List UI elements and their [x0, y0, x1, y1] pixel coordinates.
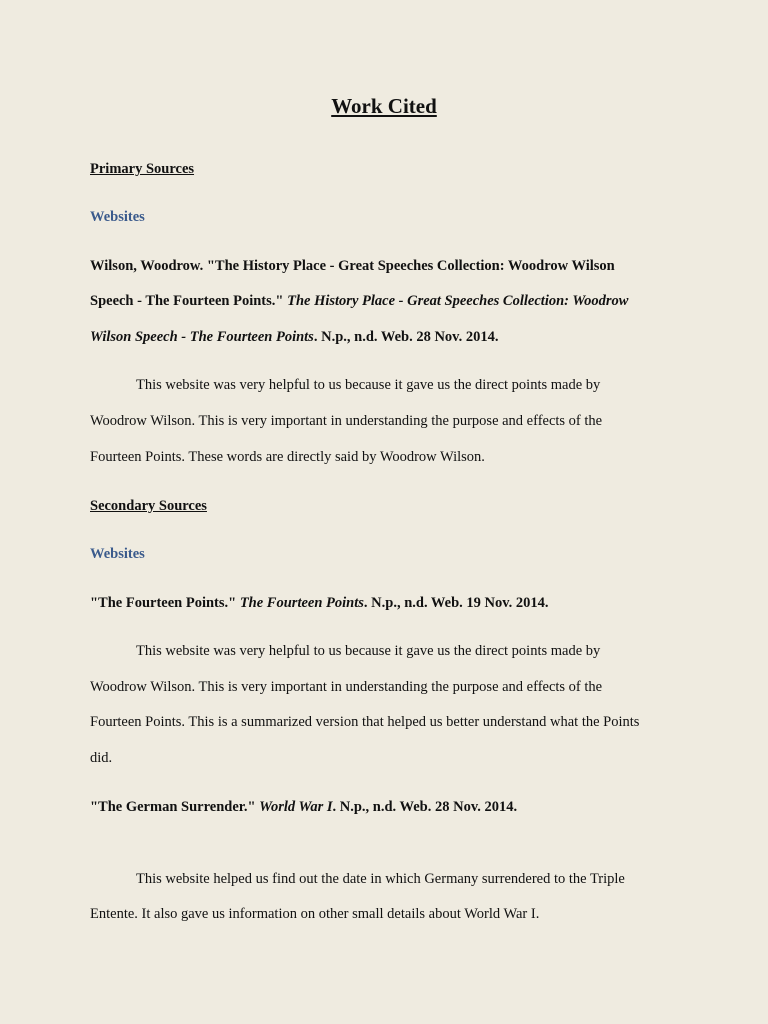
- secondary-annotation2-line-2: Entente. It also gave us information on other small details about World War I.: [90, 906, 540, 922]
- citation-text: Speech - The Fourteen Points.": [90, 293, 288, 309]
- citation-title-italic: The Fourteen Points: [239, 595, 364, 611]
- secondary-annotation1-line-3: Fourteen Points. This is a summarized version that helped us better understand what the Points: [90, 714, 640, 730]
- primary-annotation-line-1: This website was very helpful to us because it gave us the direct points made by: [136, 377, 601, 393]
- primary-citation-line-2: [90, 291, 628, 311]
- secondary-websites-subheading: Websites: [90, 546, 145, 562]
- page-title: Work Cited: [331, 94, 437, 118]
- secondary-citation-1: [90, 593, 549, 613]
- citation-title-italic: World War I: [259, 799, 333, 815]
- citation-text: . N.p., n.d. Web. 28 Nov. 2014.: [332, 799, 518, 815]
- primary-sources-heading: Primary Sources: [90, 161, 195, 177]
- secondary-annotation1-line-1: This website was very helpful to us because it gave us the direct points made by: [136, 643, 601, 659]
- primary-websites-subheading: Websites: [90, 209, 145, 225]
- citation-text: "The German Surrender.": [90, 799, 260, 815]
- citation-text: . N.p., n.d. Web. 28 Nov. 2014.: [313, 329, 499, 345]
- citation-text: "The Fourteen Points.": [90, 595, 240, 611]
- secondary-annotation1-line-2: Woodrow Wilson. This is very important in understanding the purpose and effects of the: [90, 679, 603, 695]
- citation-title-italic: Wilson Speech - The Fourteen Points: [90, 329, 314, 345]
- secondary-citation-2: [90, 797, 517, 817]
- secondary-annotation2-line-1: This website helped us find out the date in which Germany surrendered to the Triple: [136, 871, 625, 887]
- secondary-annotation1-line-4: did.: [90, 750, 113, 766]
- citation-text: . N.p., n.d. Web. 19 Nov. 2014.: [363, 595, 549, 611]
- primary-annotation-line-3: Fourteen Points. These words are directly said by Woodrow Wilson.: [90, 449, 485, 465]
- primary-citation-line-1: Wilson, Woodrow. "The History Place - Great Speeches Collection: Woodrow Wilson: [90, 258, 615, 274]
- citation-title-italic: The History Place - Great Speeches Collection: Woodrow: [287, 293, 629, 309]
- secondary-sources-heading: Secondary Sources: [90, 498, 207, 514]
- primary-citation-line-3: [90, 327, 499, 347]
- primary-annotation-line-2: Woodrow Wilson. This is very important in understanding the purpose and effects of the: [90, 413, 603, 429]
